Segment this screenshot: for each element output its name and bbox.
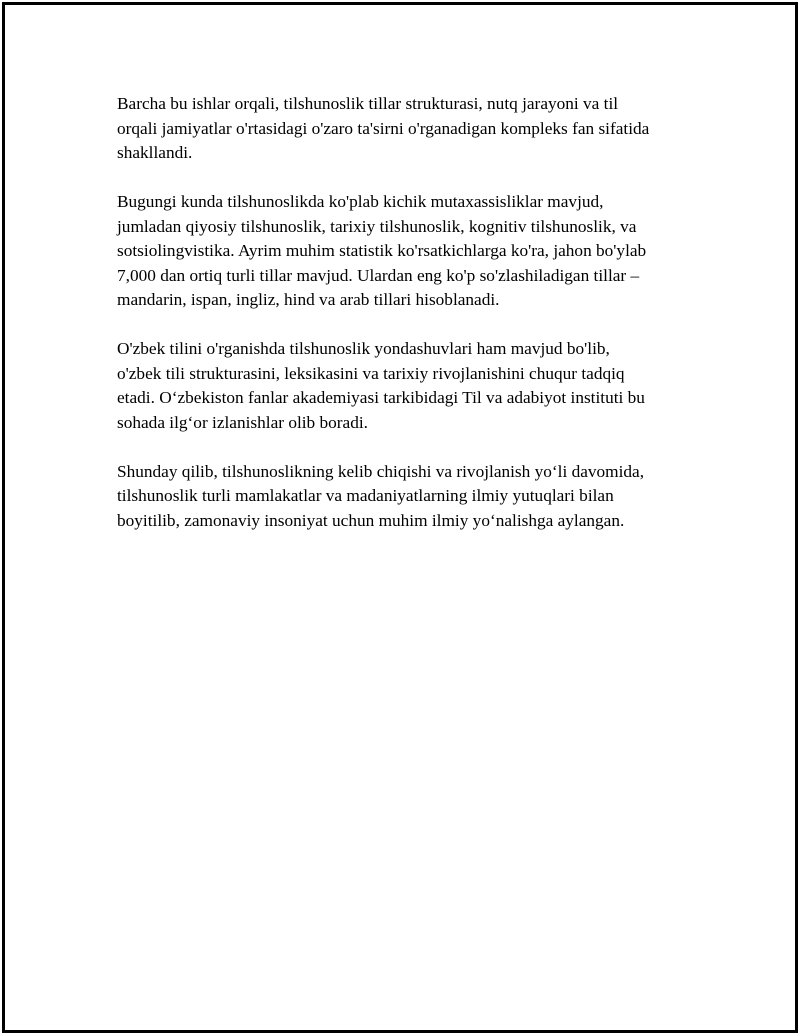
text-line: O'zbek tilini o'rganishda tilshunoslik yondashuvlari ham mavjud bo'lib,: [117, 339, 610, 358]
document-body: [117, 92, 697, 558]
text-line: o'zbek tili strukturasini, leksikasini va tarixiy rivojlanishini chuqur tadqiq: [117, 363, 625, 383]
paragraph-2: [117, 190, 697, 313]
text-line: orqali jamiyatlar o'rtasidagi o'zaro ta'sirni o'rganadigan kompleks fan sifatida: [117, 118, 650, 138]
text-line: jumladan qiyosiy tilshunoslik, tarixiy tilshunoslik, kognitiv tilshunoslik, va: [117, 216, 637, 236]
text-line: etadi. O‘zbekiston fanlar akademiyasi tarkibidagi Til va adabiyot instituti bu: [117, 388, 645, 407]
paragraph-4: [117, 460, 697, 534]
text-line: Barcha bu ishlar orqali, tilshunoslik tillar strukturasi, nutq jarayoni va til: [117, 94, 619, 113]
text-line: Bugungi kunda tilshunoslikda ko'plab kichik mutaxassisliklar mavjud,: [117, 192, 604, 211]
text-line: sohada ilg‘or izlanishlar olib boradi.: [117, 412, 368, 432]
text-line: boyitilib, zamonaviy insoniyat uchun muhim ilmiy yo‘nalishga aylangan.: [117, 510, 625, 530]
text-line: Shunday qilib, tilshunoslikning kelib chiqishi va rivojlanish yo‘li davomida,: [117, 461, 645, 481]
text-line: tilshunoslik turli mamlakatlar va madaniyatlarning ilmiy yutuqlari bilan: [117, 486, 614, 505]
paragraph-3: [117, 337, 697, 435]
text-line: shakllandi.: [117, 143, 193, 162]
text-line: 7,000 dan ortiq turli tillar mavjud. Ulardan eng ko'p so'zlashiladigan tillar –: [117, 265, 640, 285]
text-line: sotsiolingvistika. Ayrim muhim statistik ko'rsatkichlarga ko'ra, jahon bo'ylab: [117, 241, 647, 260]
text-line: mandarin, ispan, ingliz, hind va arab tillari hisoblanadi.: [117, 290, 500, 309]
paragraph-1: [117, 92, 697, 166]
